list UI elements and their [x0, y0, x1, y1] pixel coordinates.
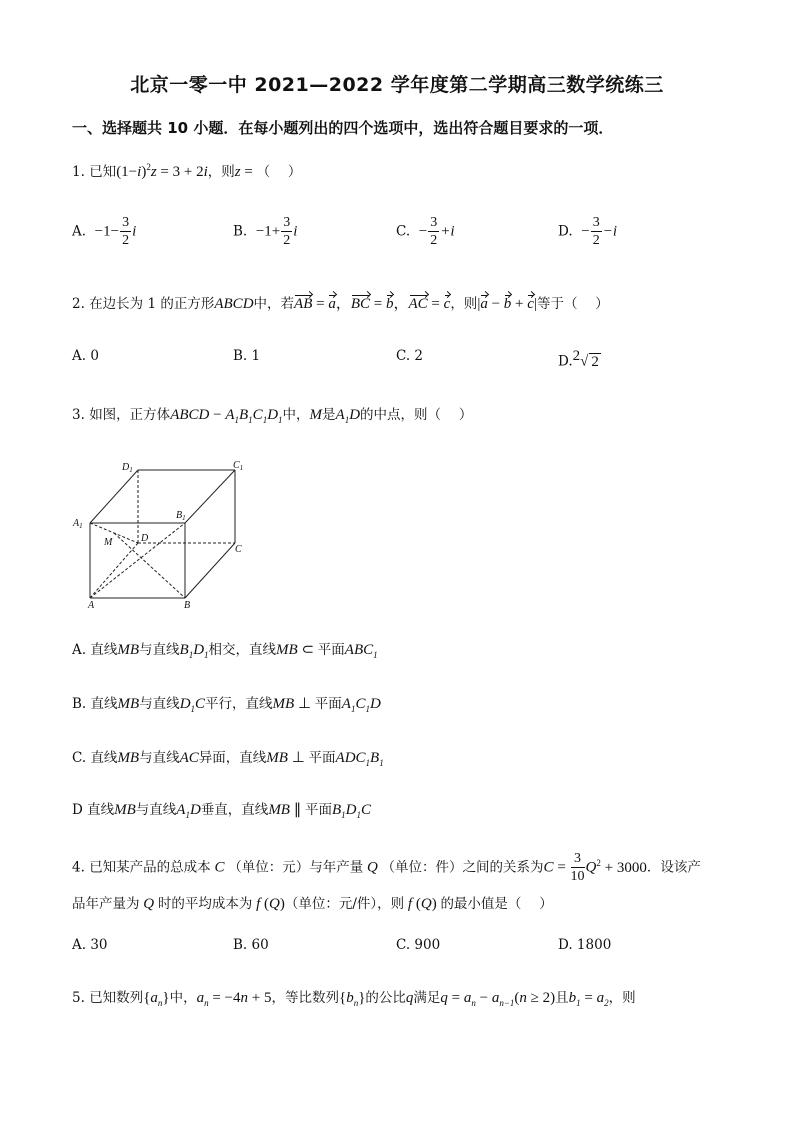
- q1-option-a[interactable]: A. −1− $\frac{3}{2}$ i: [72, 215, 137, 248]
- cube-figure: [70, 458, 260, 610]
- label-b: B: [184, 600, 191, 610]
- q2-option-d[interactable]: D.$^2$√ 2: [558, 348, 599, 370]
- question-1: 1. 已知$(1-i)^2z = 3 + 2i$，则z = （ ）: [72, 162, 302, 180]
- question-3: 3. 如图，正方体ABCD − $A_1B_1C_1D_1$中，M是$A_1D$的中点，则（ ）: [72, 407, 473, 425]
- q4-option-d[interactable]: D. 1800: [558, 937, 612, 953]
- q2-option-b[interactable]: B. 1: [233, 348, 261, 364]
- question-number: 5.: [72, 990, 85, 1006]
- q3-option-a[interactable]: A. 直线MB与直线$B_1D_1$相交，直线MB ⊂ 平面$ABC_1$: [72, 642, 378, 660]
- q3-option-b[interactable]: B. 直线MB与直线$D_1C$平行，直线MB ⊥ 平面$A_1C_1D$: [72, 696, 381, 714]
- label-d: D: [141, 533, 149, 544]
- q2-option-c[interactable]: C. 2: [396, 348, 424, 364]
- section-heading: 一、选择题共 10 小题．在每小题列出的四个选项中，选出符合题目要求的一项．: [72, 119, 614, 137]
- label-a1: $A_1$: [73, 518, 83, 530]
- q4-option-b[interactable]: B. 60: [233, 937, 269, 953]
- q3-option-d[interactable]: D 直线MB与直线$A_1D$垂直，直线MB ∥ 平面$B_1D_1C$: [72, 802, 372, 820]
- question-5: 5. 已知数列$\{a_n\}$中，$a_n = -4n + 5$，等比数列$\{b_n\}$的公比q满足$q = a_n - a_{n-1}(n \ge 2)$且$b_1 = a_2$，则: [72, 990, 636, 1008]
- q2-option-a[interactable]: A. 0: [72, 348, 99, 364]
- label-c: C: [235, 544, 242, 555]
- label-d1: $D_1$: [122, 462, 133, 474]
- question-number: 3.: [72, 407, 85, 423]
- question-4-line-2: 品年产量为 Q 时的平均成本为 f (Q)（单位：元/件），则 f (Q) 的最小值是（ ）: [72, 896, 553, 912]
- label-a: A: [88, 600, 95, 610]
- label-b1: $B_1$: [176, 510, 186, 522]
- label-m: M: [104, 537, 113, 548]
- q3-option-c[interactable]: C. 直线MB与直线AC异面，直线MB ⊥ 平面$ADC_1B_1$: [72, 750, 384, 768]
- question-number: 1.: [72, 164, 85, 180]
- q1-option-b[interactable]: B. −1+ $\frac{3}{2}$ i: [233, 215, 298, 248]
- q4-option-a[interactable]: A. 30: [72, 937, 108, 953]
- page-title: 北京一零一中 2021—2022 学年度第二学期高三数学统练三: [130, 74, 664, 96]
- question-4: 4. 已知某产品的总成本 C （单位：元）与年产量 Q （单位：件）之间的关系为C = $\frac{3}{10}$ $Q^2 + 3000$．设该产: [72, 851, 701, 884]
- question-number: 2.: [72, 296, 85, 312]
- q1-option-c[interactable]: C. − $\frac{3}{2}$ +i: [396, 215, 455, 248]
- question-number: 4.: [72, 859, 85, 876]
- q4-option-c[interactable]: C. 900: [396, 937, 441, 953]
- question-2: 2. 在边长为 1 的正方形ABCD中，若AB = a，BC = b，AC = c，则|a − b + c|等于（ ）: [72, 296, 609, 312]
- q1-option-d[interactable]: D. − $\frac{3}{2}$ −i: [558, 215, 617, 248]
- label-c1: $C_1$: [233, 460, 244, 472]
